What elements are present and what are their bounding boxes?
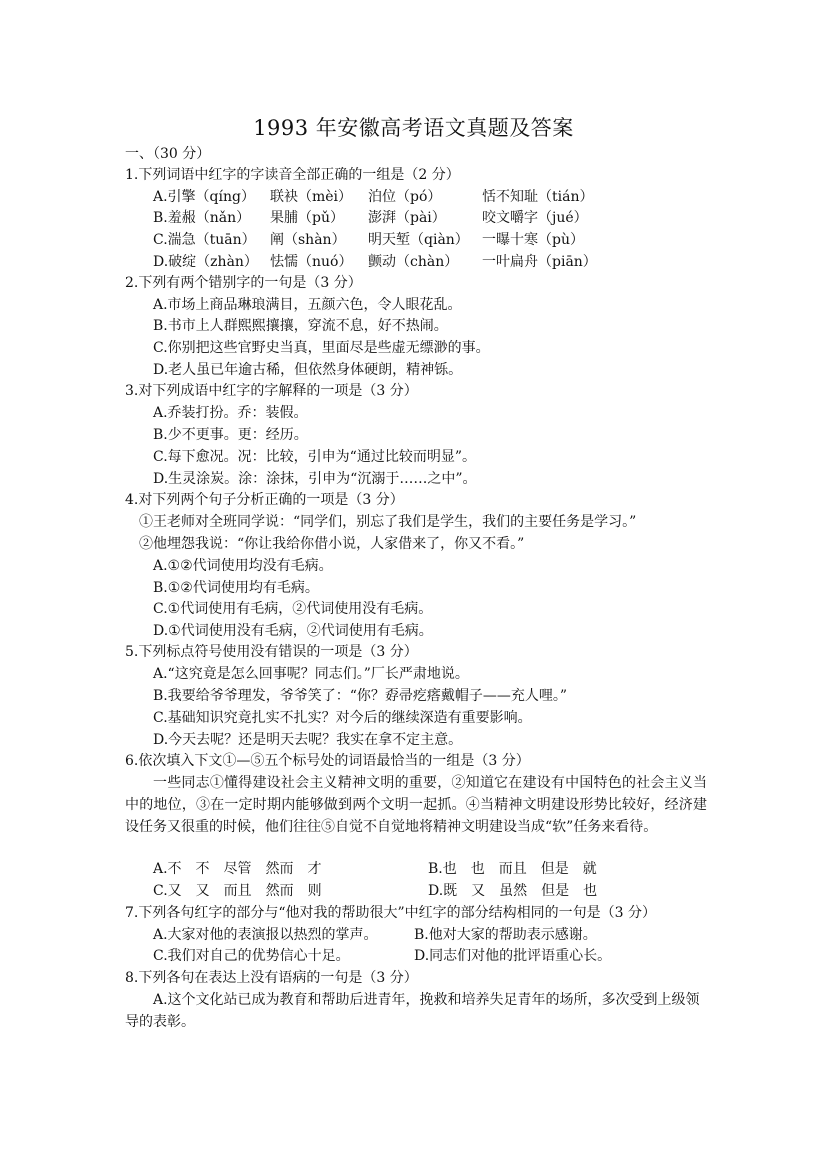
question-2-stem: 2.下列有两个错别字的一句是（3 分）: [125, 275, 362, 291]
q1-option-d-1: D.破绽（zhàn）: [153, 254, 258, 270]
q5-option-a: A.“这究竟是怎么回事呢？同志们。”厂长严肃地说。: [153, 666, 469, 682]
q1-option-b-1: B.羞赧（nǎn）: [153, 210, 251, 226]
q6-option-b: B.也 也 而且 但是 就: [428, 861, 597, 877]
q7-option-d: D.同志们对他的批评语重心长。: [414, 948, 612, 964]
q2-option-c: C.你别把这些官野史当真，里面尽是些虚无缥渺的事。: [153, 340, 490, 356]
q7-option-a: A.大家对他的表演报以热烈的掌声。: [153, 927, 378, 943]
q1-option-c-3: 明天堑（qiàn）: [368, 232, 469, 248]
q7-option-b: B.他对大家的帮助表示感谢。: [414, 927, 597, 943]
question-1-stem: 1.下列词语中红字的字读音全部正确的一组是（2 分）: [125, 167, 460, 183]
question-3-stem: 3.对下列成语中红字的字解释的一项是（3 分）: [125, 383, 418, 399]
q4-option-d: D.①代词使用没有毛病，②代词使用有毛病。: [153, 623, 433, 639]
q7-option-c: C.我们对自己的优势信心十足。: [153, 948, 350, 964]
question-8-stem: 8.下列各句在表达上没有语病的一句是（3 分）: [125, 970, 418, 986]
q1-option-a-3: 泊位（pó）: [368, 189, 442, 205]
q1-option-b-2: 果脯（pǔ）: [270, 210, 344, 226]
q6-option-d: D.既 又 虽然 但是 也: [428, 883, 598, 899]
section-heading: 一、（30 分）: [125, 146, 211, 162]
q3-option-d: D.生灵涂炭。涂：涂抹，引申为“沉溺于……之中”。: [153, 471, 477, 487]
q2-option-a: A.市场上商品琳琅满目，五颜六色，令人眼花乱。: [153, 297, 462, 313]
q1-option-c-2: 阐（shàn）: [270, 232, 346, 248]
question-7-stem: 7.下列各句红字的部分与“他对我的帮助很大”中红字的部分结构相同的一句是（3 分）: [125, 905, 657, 921]
q6-option-a: A.不 不 尽管 然而 才: [153, 861, 322, 877]
q1-option-c-4: 一曝十寒（pù）: [482, 232, 584, 248]
q1-option-a-2: 联袂（mèi）: [270, 189, 353, 205]
q8-option-a: A.这个文化站已成为教育和帮助后进青年，挽救和培养失足青年的场所，多次受到上级领导的表彰。: [125, 992, 700, 1030]
q1-option-a-1: A.引擎（qíng）: [153, 189, 255, 205]
q4-sentence-2: ②他埋怨我说：“你让我给你借小说，人家借来了，你又不看。”: [139, 536, 525, 552]
q3-option-a: A.乔装打扮。乔：装假。: [153, 405, 308, 421]
question-4-stem: 4.对下列两个句子分析正确的一项是（3 分）: [125, 492, 404, 508]
page-title: 1993 年安徽高考语文真题及答案: [253, 116, 574, 140]
question-5-stem: 5.下列标点符号使用没有错误的一项是（3 分）: [125, 644, 418, 660]
q1-option-a-4: 恬不知耻（tián）: [482, 189, 594, 205]
q3-option-b: B.少不更事。更：经历。: [153, 427, 308, 443]
q2-option-b: B.书市上人群熙熙攘攘，穿流不息，好不热闹。: [153, 318, 448, 334]
q4-sentence-1: ①王老师对全班同学说：“同学们，别忘了我们是学生，我们的主要任务是学习。”: [139, 514, 637, 530]
q6-passage: 一些同志①懂得建设社会主义精神文明的重要，②知道它在建设有中国特色的社会主义当中的地位，③在一定时期内能够做到两个文明一起抓。④当精神文明建设形势比较好，经济建设任务又很重的时候，他们往往⑤自觉不自觉地将精神文明建设当成“软”任务来看待。: [125, 775, 707, 835]
q1-option-d-2: 怯懦（nuó）: [270, 254, 353, 270]
q1-option-d-3: 颤动（chàn）: [368, 254, 459, 270]
q2-option-d: D.老人虽已年逾古稀，但依然身体硬朗，精神铄。: [153, 362, 463, 378]
q3-option-c: C.每下愈况。况：比较，引申为“通过比较而明显”。: [153, 449, 476, 465]
q4-option-a: A.①②代词使用均没有毛病。: [153, 558, 333, 574]
q6-option-c: C.又 又 而且 然而 则: [153, 883, 322, 899]
q4-option-c: C.①代词使用有毛病，②代词使用没有毛病。: [153, 601, 433, 617]
q1-option-b-4: 咬文嚼字（jué）: [482, 210, 588, 226]
q4-option-b: B.①②代词使用均有毛病。: [153, 580, 319, 596]
q5-option-c: C.基础知识究竟扎实不扎实？对今后的继续深造有重要影响。: [153, 710, 532, 726]
question-6-stem: 6.依次填入下文①—⑤五个标号处的词语最恰当的一组是（3 分）: [125, 753, 530, 769]
q1-option-d-4: 一叶扁舟（piān）: [482, 254, 597, 270]
q5-option-d: D.今天去呢？还是明天去呢？我实在拿不定主意。: [153, 732, 463, 748]
q5-option-b: B.我要给爷爷理发，爷爷笑了：“你？孬帚疙瘩戴帽子——充人哩。”: [153, 688, 568, 704]
q1-option-b-3: 澎湃（pài）: [368, 210, 446, 226]
q1-option-c-1: C.湍急（tuān）: [153, 232, 256, 248]
